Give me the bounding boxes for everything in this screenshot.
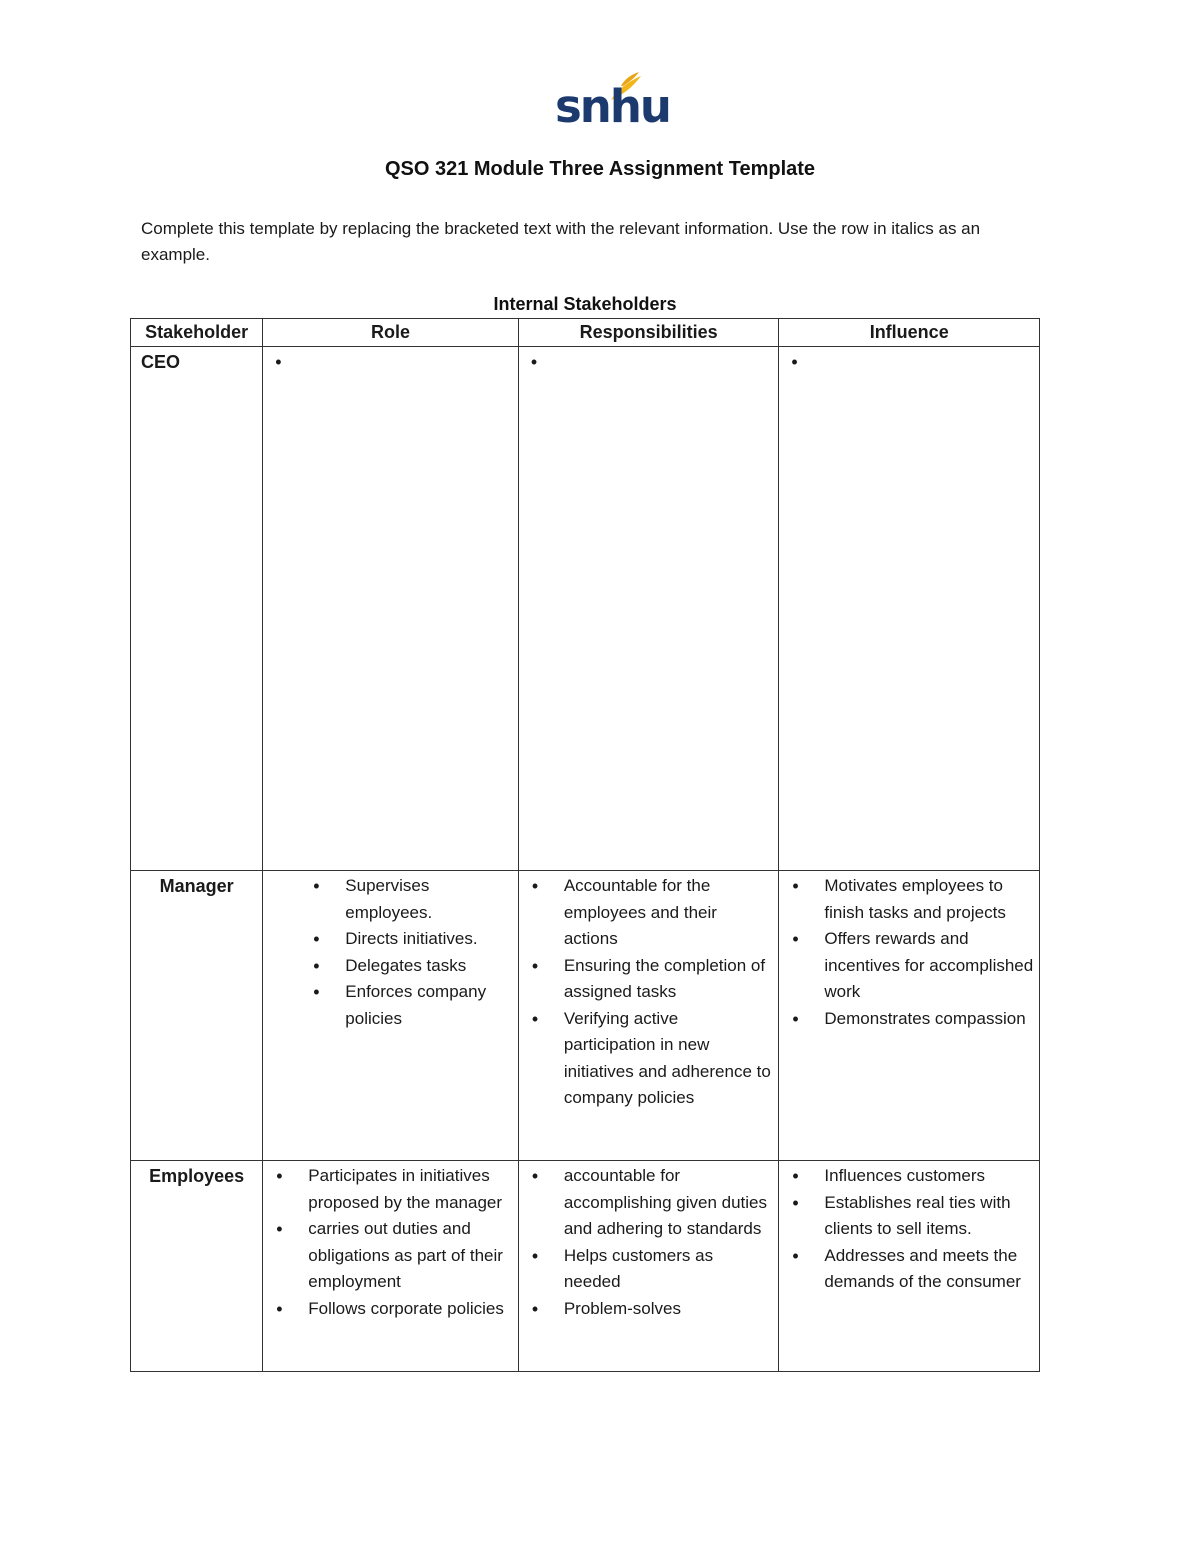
role-cell[interactable] xyxy=(263,1161,519,1372)
header-responsibilities: Responsibilities xyxy=(518,319,779,347)
stakeholder-label: CEO xyxy=(141,352,181,372)
influence-list xyxy=(779,1161,1039,1296)
list-item: • Directs initiatives. xyxy=(345,926,514,953)
header-stakeholder: Stakeholder xyxy=(131,319,263,347)
header-influence: Influence xyxy=(779,319,1040,347)
list-item: • carries out duties and obligations as part of their employment xyxy=(308,1216,514,1296)
stakeholder-cell[interactable] xyxy=(131,1161,263,1372)
responsibilities-cell[interactable] xyxy=(518,1161,779,1372)
table-row-ceo xyxy=(131,347,1040,871)
instructions-paragraph: Complete this template by replacing the bracketed text with the relevant information. Use the row in italics as an example. xyxy=(141,219,981,264)
influence-cell[interactable] xyxy=(779,871,1040,1161)
header-row xyxy=(131,319,1040,347)
responsibilities-list xyxy=(519,1161,779,1322)
snhu-logo xyxy=(555,72,670,134)
influence-cell[interactable] xyxy=(779,347,1040,871)
list-item: • Verifying active participation in new initiatives and adherence to company policies xyxy=(564,1006,775,1112)
list-item: • Delegates tasks xyxy=(345,953,514,980)
list-item: • Follows corporate policies xyxy=(308,1296,514,1323)
role-cell[interactable] xyxy=(263,347,519,871)
stakeholder-cell[interactable] xyxy=(131,347,263,871)
bullet-icon: • xyxy=(791,352,798,372)
role-list xyxy=(263,1161,518,1322)
list-item: • Problem-solves xyxy=(564,1296,775,1323)
influence-list xyxy=(779,871,1039,1032)
list-item: • Demonstrates compassion xyxy=(824,1006,1035,1033)
list-item: • Helps customers as needed xyxy=(564,1243,775,1296)
bullet-icon: • xyxy=(275,352,282,372)
list-item: • Accountable for the employees and their actions xyxy=(564,873,775,953)
list-item: • Participates in initiatives proposed by the manager xyxy=(308,1163,514,1216)
responsibilities-cell[interactable] xyxy=(518,347,779,871)
list-item: • Motivates employees to finish tasks and projects xyxy=(824,873,1035,926)
role-cell[interactable] xyxy=(263,871,519,1161)
bullet-icon: • xyxy=(530,352,538,372)
stakeholder-cell[interactable] xyxy=(131,871,263,1161)
list-item: • accountable for accomplishing given duties and adhering to standards xyxy=(564,1163,775,1243)
table-title: Internal Stakeholders xyxy=(493,294,677,314)
list-item: • Supervises employees. xyxy=(345,873,514,926)
table-row-manager xyxy=(131,871,1040,1161)
logo-wordmark: snhu xyxy=(555,80,670,133)
stakeholder-label: Manager xyxy=(159,876,234,896)
table-row-employees xyxy=(131,1161,1040,1372)
list-item: • Ensuring the completion of assigned tasks xyxy=(564,953,775,1006)
responsibilities-cell[interactable] xyxy=(518,871,779,1161)
role-list xyxy=(263,871,518,1032)
list-item: • Addresses and meets the demands of the consumer xyxy=(824,1243,1035,1296)
list-item: • Establishes real ties with clients to sell items. xyxy=(824,1190,1035,1243)
list-item: • Offers rewards and incentives for accomplished work xyxy=(824,926,1035,1006)
stakeholder-table xyxy=(130,318,1040,1372)
stakeholder-label: Employees xyxy=(149,1166,245,1186)
influence-cell[interactable] xyxy=(779,1161,1040,1372)
header-role: Role xyxy=(263,319,519,347)
list-item: • Influences customers xyxy=(824,1163,1035,1190)
list-item: • Enforces company policies xyxy=(345,979,514,1032)
responsibilities-list xyxy=(519,871,779,1112)
document-title: QSO 321 Module Three Assignment Template xyxy=(384,158,816,180)
